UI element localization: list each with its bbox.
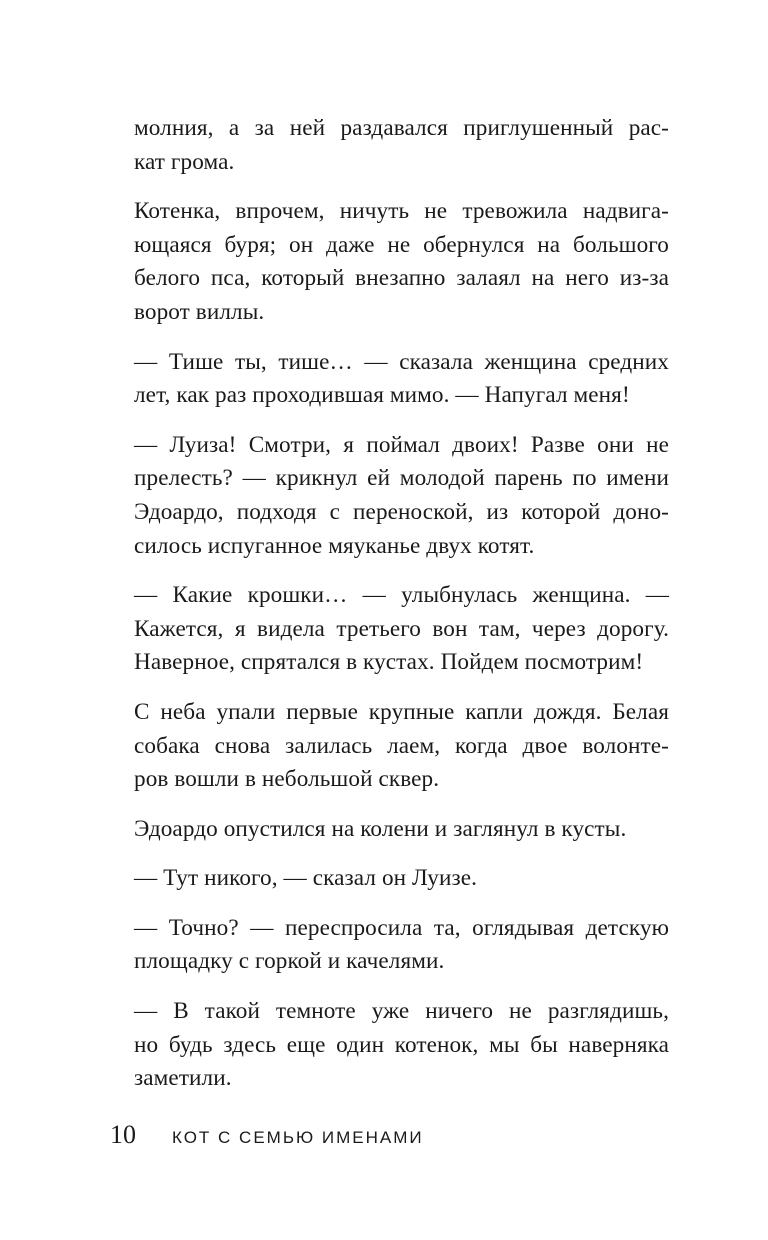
text-line: но будь здесь еще один котенок, мы бы наверняка [134,1031,669,1058]
text-line: Котенка, впрочем, ничуть не тревожила надвига- [134,198,669,225]
paragraph [134,995,669,1096]
text-line: ров вошли в небольшой сквер. [134,766,440,793]
text-line: — Какие крошки… — улыбнулась женщина. — [134,582,669,609]
page-footer [110,1120,424,1156]
text-line: Кажется, я видела третьего вон там, через дорогу. [134,615,669,642]
paragraph [134,696,669,797]
text-line: С неба упали первые крупные капли дождя. Белая [134,698,669,725]
paragraph [134,429,669,563]
paragraph [134,112,669,179]
text-line: заметили. [134,1065,232,1092]
paragraph [134,912,669,979]
text-line: белого пса, который внезапно залаял на него из-за [134,265,669,292]
paragraph [134,346,669,413]
text-line: площадку с горкой и качелями. [134,948,445,975]
text-line: лет, как раз проходившая мимо. — Напугал меня! [134,382,630,409]
text-line: — Луиза! Смотри, я поймал двоих! Разве они не [134,431,669,458]
text-line: Эдоардо опустился на колени и заглянул в кусты. [134,815,627,842]
paragraph [134,862,669,896]
running-title: КОТ С СЕМЬЮ ИМЕНАМИ [172,1128,424,1147]
text-line: собака снова залилась лаем, когда двое волонте- [134,732,669,759]
text-line: — Тише ты, тише… — сказала женщина средних [134,348,669,375]
text-line: ющаяся буря; он даже не обернулся на большого [134,231,669,258]
paragraph [134,579,669,680]
paragraph [134,813,669,847]
body-text [134,112,669,1112]
text-line: — Тут никого, — сказал он Луизе. [134,865,478,892]
text-line: — В такой темноте уже ничего не разглядишь, [134,998,669,1025]
text-line: молния, а за ней раздавался приглушенный рас- [134,115,669,141]
text-line: силось испуганное мяуканье двух котят. [134,532,535,559]
text-line: кат грома. [134,148,235,175]
text-line: — Точно? — переспросила та, оглядывая детскую [134,914,669,941]
text-line: ворот виллы. [134,298,265,325]
text-line: Эдоардо, подходя с переноской, из которой доно- [134,498,669,525]
page-number: 10 [110,1120,136,1149]
text-line: Наверное, спрятался в кустах. Пойдем посмотрим! [134,649,644,676]
text-line: прелесть? — крикнул ей молодой парень по имени [134,465,669,492]
paragraph [134,195,669,329]
